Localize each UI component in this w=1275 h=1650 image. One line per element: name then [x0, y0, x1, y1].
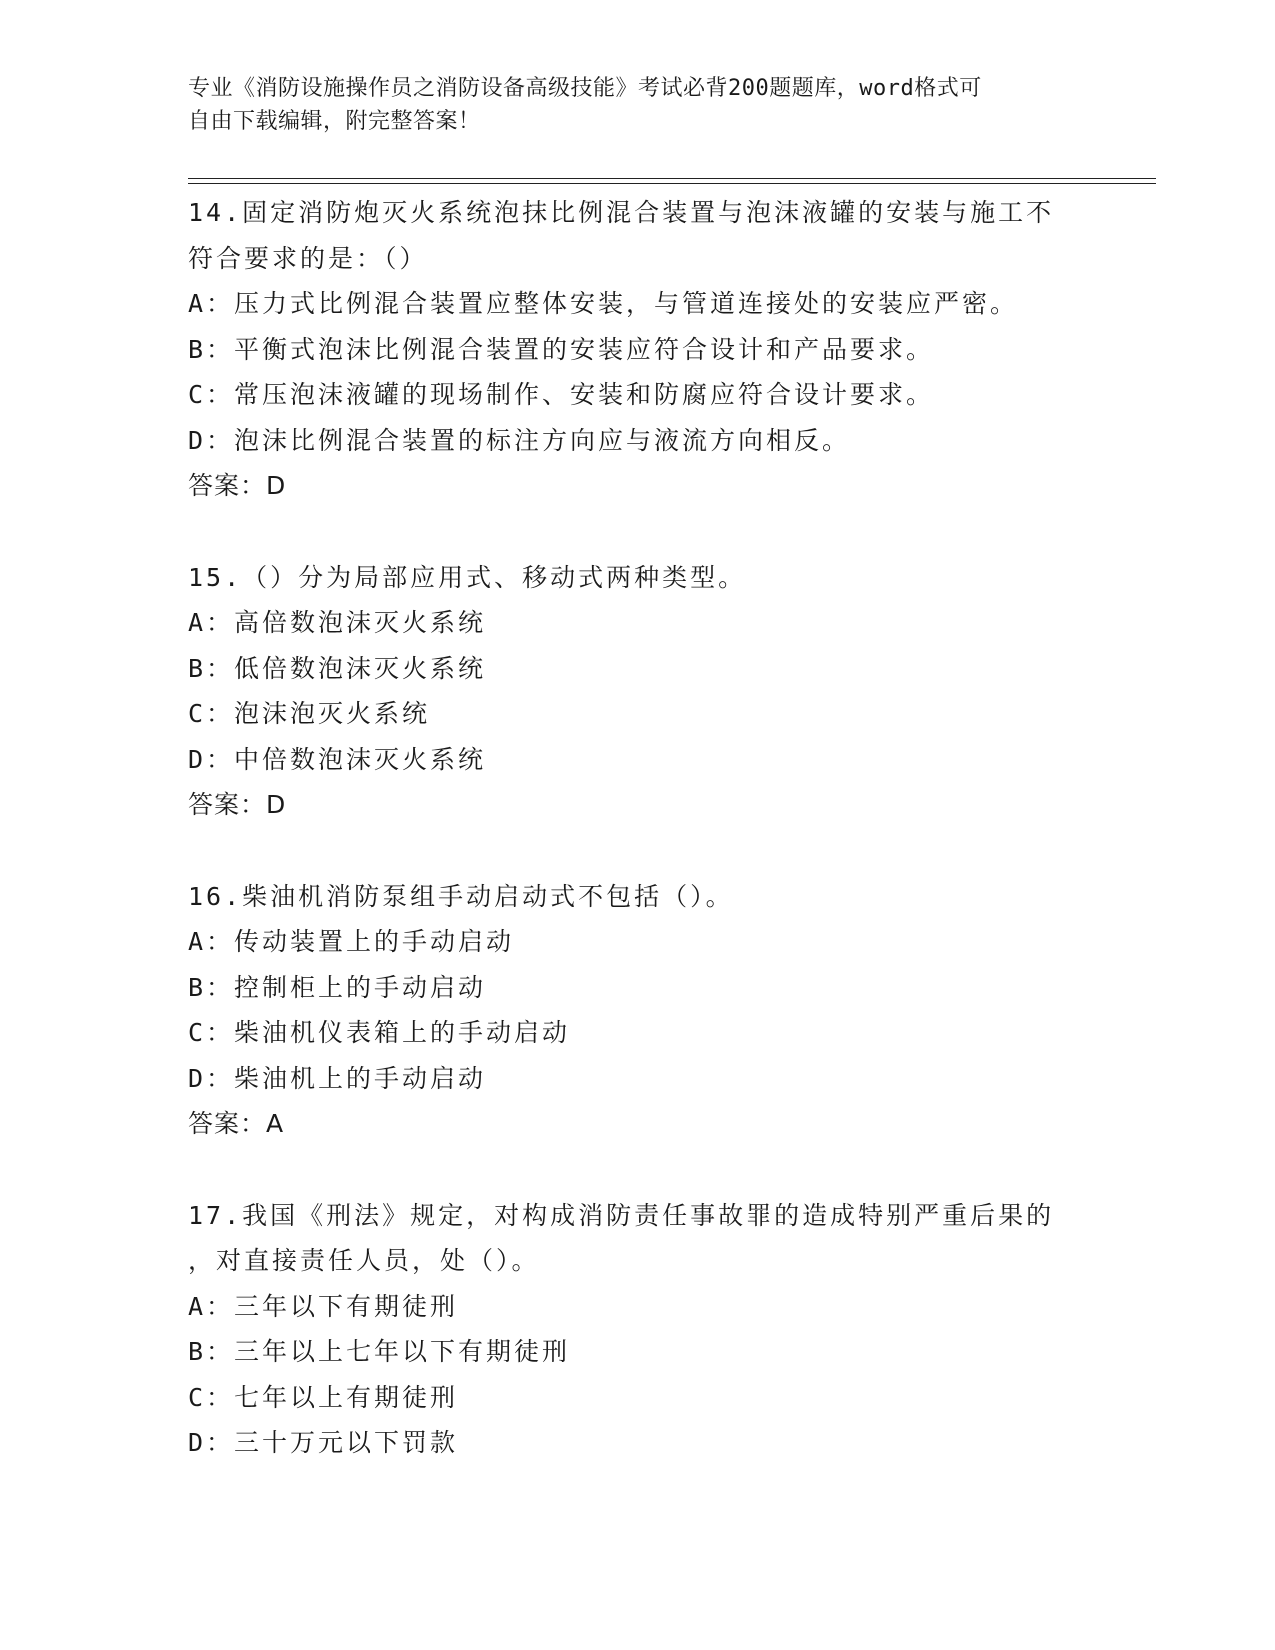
header-divider-top	[188, 178, 1156, 179]
question-14	[188, 190, 1088, 509]
option-c: C：柴油机仪表箱上的手动启动	[188, 1018, 571, 1047]
option-c: C：常压泡沫液罐的现场制作、安装和防腐应符合设计要求。	[188, 380, 935, 409]
answer-label: 答案：A	[188, 1109, 285, 1138]
header-line-1: 专业《消防设施操作员之消防设备高级技能》考试必背200题题库，word格式可	[188, 76, 982, 101]
option-a: A：传动装置上的手动启动	[188, 927, 515, 956]
question-stem-continued: ，对直接责任人员，处（）。	[188, 1246, 540, 1275]
question-stem-continued: 符合要求的是：（）	[188, 243, 428, 273]
question-list	[188, 190, 1088, 1512]
question-16	[188, 874, 1088, 1147]
answer-label: 答案：D	[188, 471, 287, 500]
option-b: B：低倍数泡沫灭火系统	[188, 653, 487, 683]
option-b: B：平衡式泡沫比例混合装置的安装应符合设计和产品要求。	[188, 334, 935, 364]
option-a: A：三年以下有期徒刑	[188, 1291, 459, 1321]
header-divider-bottom	[188, 183, 1156, 184]
answer-label: 答案：D	[188, 790, 287, 819]
option-a: A：压力式比例混合装置应整体安装，与管道连接处的安装应严密。	[188, 289, 1019, 318]
option-d: D：中倍数泡沫灭火系统	[188, 744, 487, 774]
header-line-2: 自由下载编辑，附完整答案！	[188, 109, 481, 134]
question-stem: 15.（）分为局部应用式、移动式两种类型。	[188, 562, 747, 592]
option-a: A：高倍数泡沫灭火系统	[188, 608, 487, 637]
question-stem: 14.固定消防炮灭火系统泡抹比例混合装置与泡沫液罐的安装与施工不	[188, 198, 1055, 227]
question-stem: 17.我国《刑法》规定，对构成消防责任事故罪的造成特别严重后果的	[188, 1200, 1055, 1230]
option-d: D：泡沫比例混合装置的标注方向应与液流方向相反。	[188, 425, 851, 455]
document-header	[188, 72, 1078, 138]
option-b: B：三年以上七年以下有期徒刑	[188, 1337, 571, 1366]
option-d: D：柴油机上的手动启动	[188, 1063, 487, 1093]
question-17	[188, 1193, 1088, 1466]
option-b: B：控制柜上的手动启动	[188, 972, 487, 1002]
option-c: C：泡沫泡灭火系统	[188, 699, 431, 728]
question-stem: 16.柴油机消防泵组手动启动式不包括（）。	[188, 881, 734, 911]
option-c: C：七年以上有期徒刑	[188, 1382, 459, 1412]
question-15	[188, 555, 1088, 828]
option-d: D：三十万元以下罚款	[188, 1428, 459, 1457]
